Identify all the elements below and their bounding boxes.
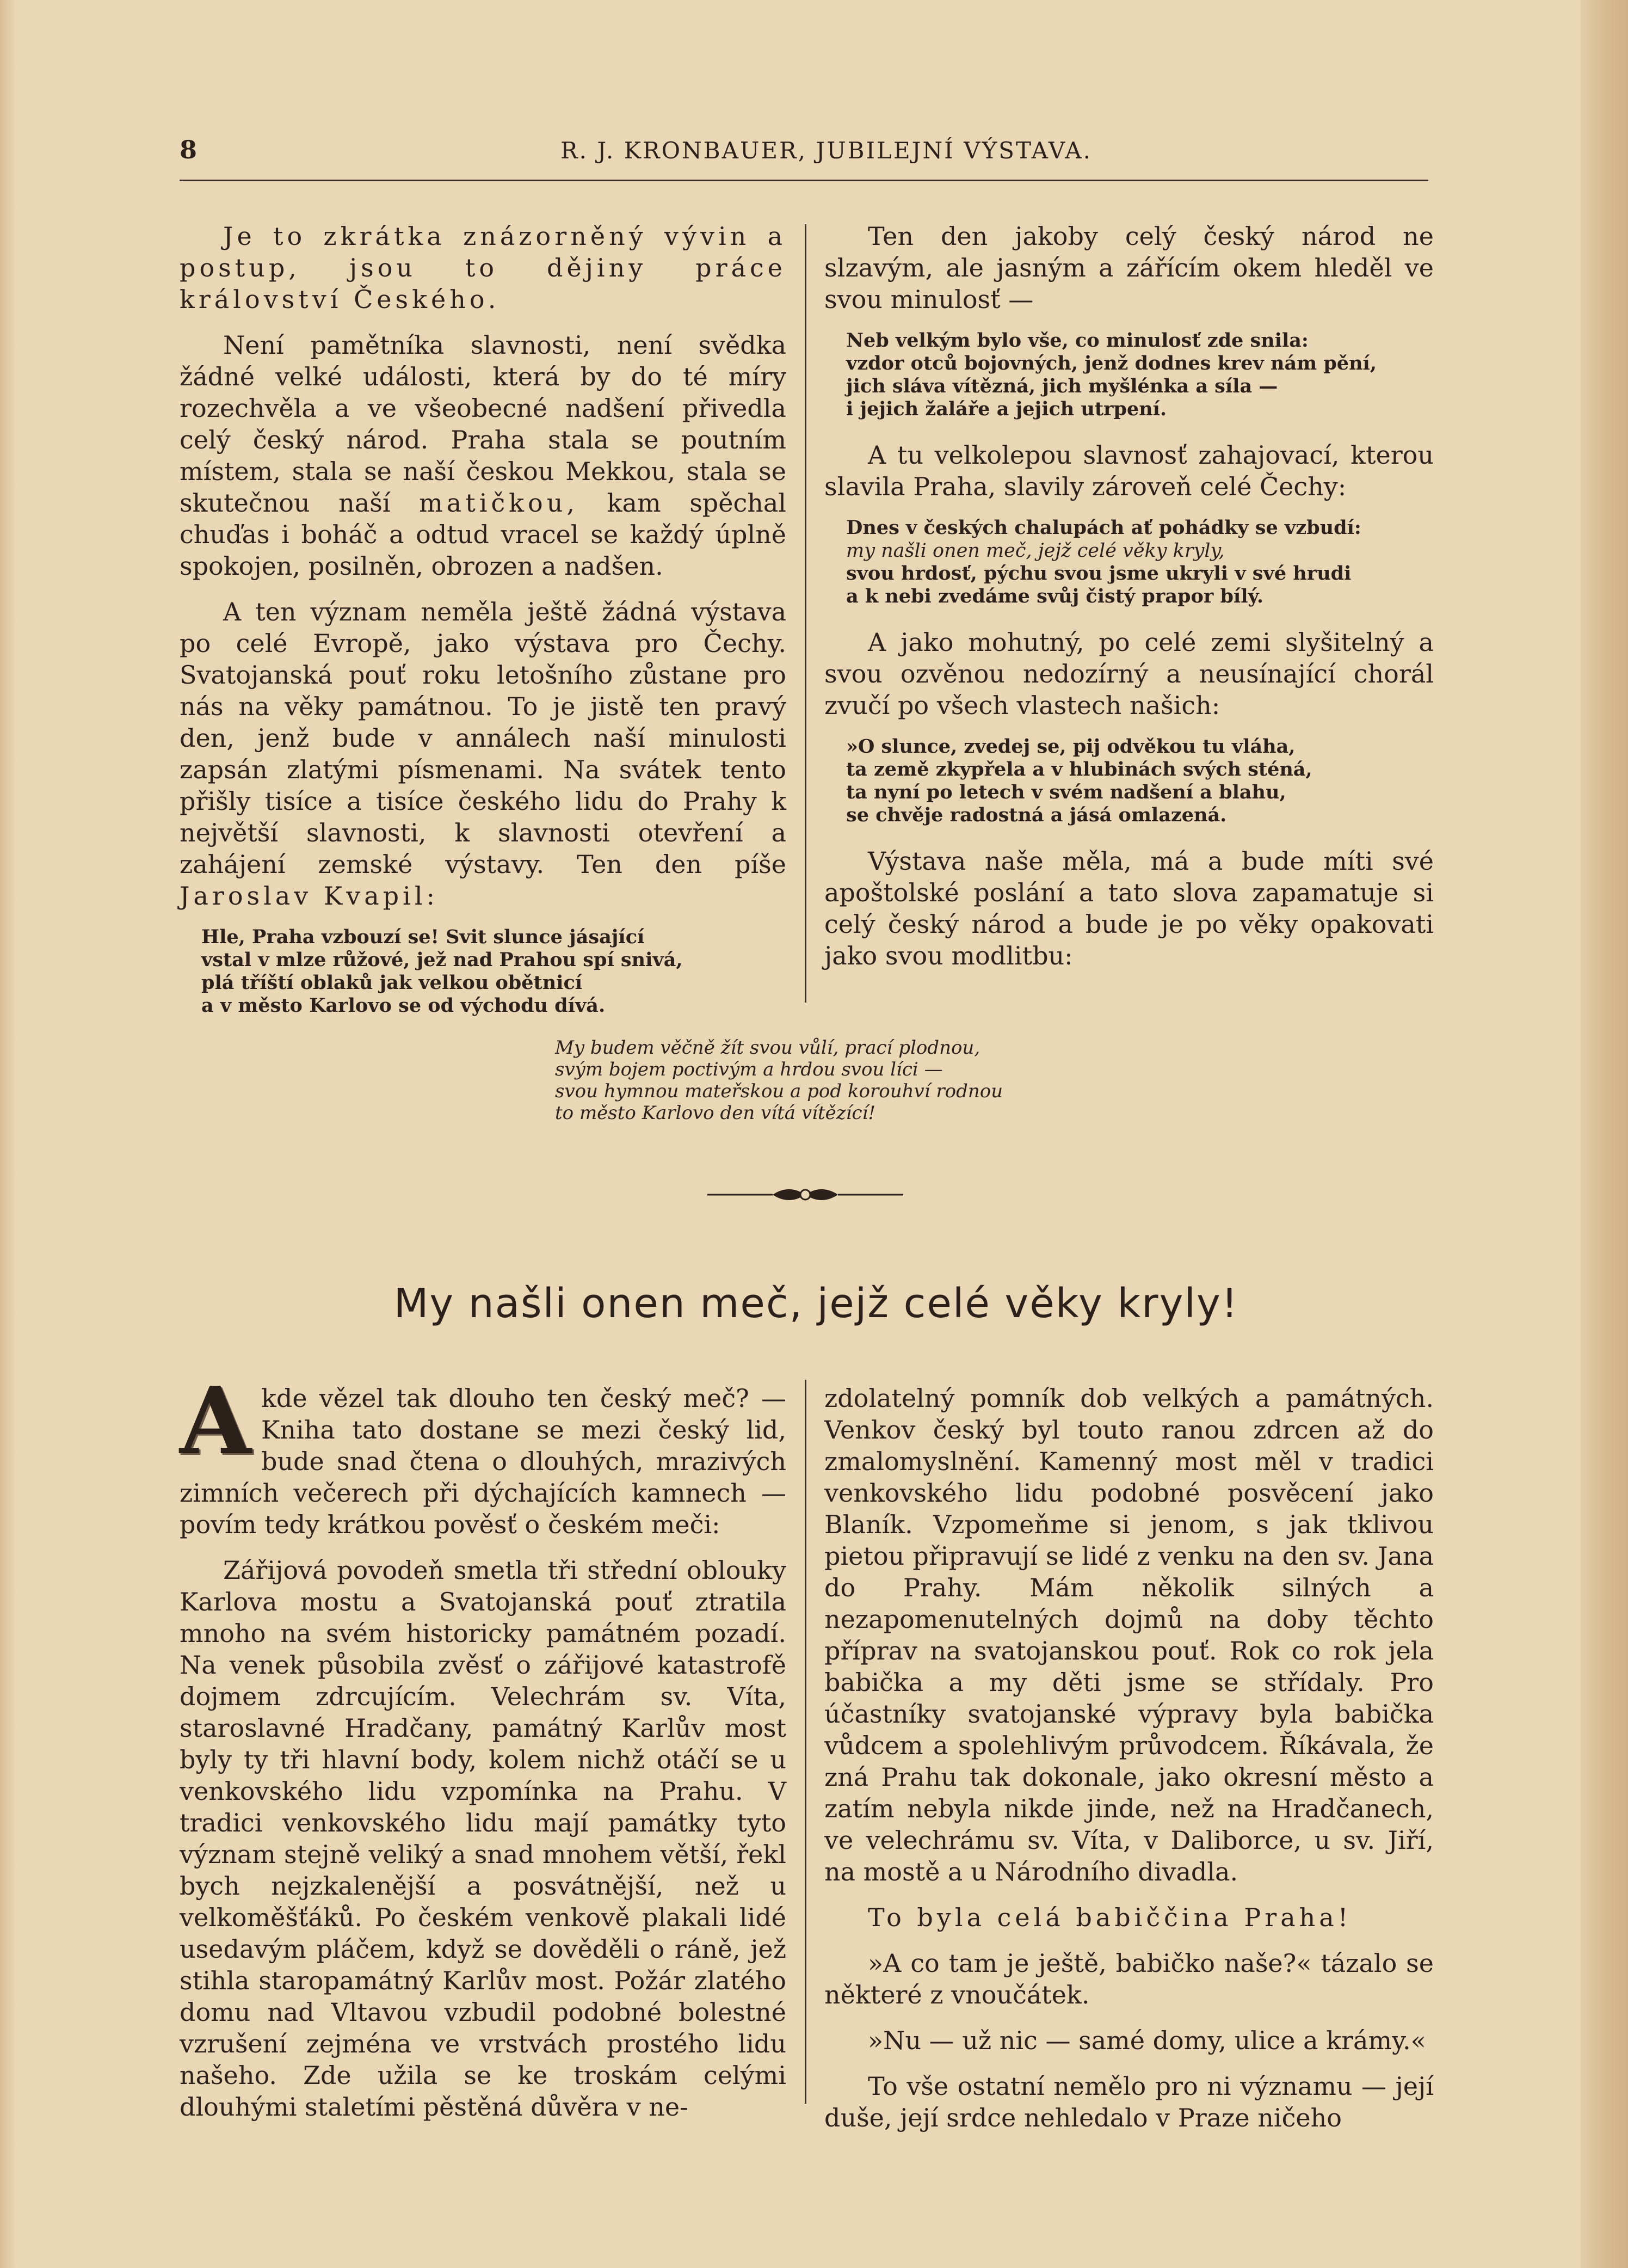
paragraph: zdolatelný pomník dob velkých a památných. Venkov český byl touto ranou zdrcen až do zmalomyslnění. Kamenný most měl v tradici venkovského lidu podobné posvěcení jako Blaník. Vzpomeňme si jenom, s jak tklivou pietou připravují se lidé z venku na den sv. Jana do Prahy. Mám několik silných a nezapomenutelných dojmů na doby těchto příprav na svatojanskou pouť. Rok co rok jela babička a my děti jsme se střídaly. Pro účastníky svatojanské výpravy byla babička vůdcem a spolehlivým průvodcem. Říkávala, že zná Prahu tak dokonale, jako okresní město a zatím nebyla nikde jinde, než na Hradčanech, ve velechrámu sv. Víta, v Daliborce, u sv. Jiří, na mostě a u Národního divadla.	[824, 1384, 1434, 1886]
article-headline: My našli onen meč, jejž celé věky kryly!	[393, 1280, 1239, 1327]
paragraph-text: kde vězel tak dlouho ten český meč? — Kniha tato dostane se mezi český lid, bude snad čtena o dlouhých, mrazivých zimních večerech při dýchajících kamnech — povím tedy krátkou pověsť o českém meči:	[180, 1384, 786, 1539]
poem	[201, 926, 786, 1017]
paragraph	[180, 329, 786, 582]
paragraph: Je to zkrátka znázorněný vývin a postup, jsou to dějiny práce království Českého.	[180, 222, 786, 314]
paragraph-text: A ten význam neměla ještě žádná výstava po celé Evropě, jako výstava pro Čechy. Svatojanská pouť roku letošního zůstane pro nás na věky památnou. To je jistě ten pravý den, jenž bude v annálech naší minulosti zapsán zlatými písmenami. Na svátek tento přišly tisíce a tisíce českého lidu do Prahy k největší slavnosti, k slavnosti otevření a zahájení zemské výstavy. Ten den píše	[180, 597, 786, 879]
poem-line: my našli onen meč, jejž celé věky kryly,	[846, 540, 1225, 562]
paragraph: To vše ostatní nemělo pro ni významu — její duše, její srdce nehledalo v Praze ničeho	[824, 2072, 1434, 2132]
poem-line: svým bojem poctivým a hrdou svou líci —	[555, 1059, 943, 1080]
poem-line: ta nyní po letech v svém nadšení a blahu,	[846, 781, 1286, 803]
poem-line: se chvěje radostná a jásá omlazená.	[846, 804, 1227, 826]
poem-line: to město Karlovo den vítá vítězící!	[555, 1102, 876, 1124]
page-number: 8	[180, 135, 198, 164]
lower-left-column	[180, 1367, 786, 2137]
poem-line: plá tříští oblaků jak velkou obětnicí	[201, 972, 583, 994]
poem-line: a v město Karlovo se od východu dívá.	[201, 994, 606, 1017]
poem-line: jich sláva vítězná, jich myšlénka a síla —	[846, 375, 1278, 397]
paragraph	[180, 1367, 786, 1540]
poem-line: My budem věčně žít svou vůlí, prací plodnou,	[555, 1037, 980, 1059]
lower-right-column	[824, 1382, 1434, 2148]
poem	[846, 735, 1434, 827]
poem-line: Dnes v českých chalupách ať pohádky se vzbudí:	[846, 517, 1361, 539]
author-name: Jaroslav Kvapil:	[180, 881, 439, 911]
paragraph: A jako mohutný, po celé zemi slyšitelný a svou ozvěnou nedozírný a neusínající chorál zvučí po všech vlastech našich:	[824, 628, 1434, 720]
page-right-edge	[1581, 0, 1628, 2268]
paragraph-text: Není pamětníka slavnosti, není svědka žádné velké události, která by do té míry rozechvěla a ve všeobecné nadšení přivedla celý český národ. Praha stala se poutním místem, stala se naší českou Mekkou, stala se skutečnou naší	[180, 330, 786, 518]
poem-line: Hle, Praha vzbouzí se! Svit slunce jásající	[201, 926, 645, 948]
poem-line: ta země zkypřela a v hlubinách svých sténá,	[846, 758, 1312, 780]
paragraph	[180, 596, 786, 912]
upper-left-column	[180, 220, 786, 1036]
drop-cap	[180, 1367, 251, 1476]
paragraph: »A co tam je ještě, babičko naše?« tázalo se některé z vnoučátek.	[824, 1949, 1434, 2009]
paragraph-text: kam spěchal chuďas i boháč a odtud vracel se každý úplně spokojen, posilněn, obrozen a nadšen.	[180, 488, 786, 581]
upper-right-column	[824, 220, 1434, 986]
poem-line: a k nebi zvedáme svůj čistý prapor bílý.	[846, 585, 1264, 607]
paragraph: »Nu — už nic — samé domy, ulice a krámy.«	[868, 2026, 1426, 2055]
column-divider	[805, 224, 806, 1003]
poem-line: »O slunce, zvedej se, pij odvěkou tu vláha,	[846, 735, 1296, 758]
poem	[846, 517, 1434, 608]
poem-line: vzdor otců bojovných, jenž dodnes krev nám pění,	[846, 352, 1377, 374]
paragraph: Zářijová povodeň smetla tři střední oblouky Karlova mostu a Svatojanská pouť ztratila mnoho na svém historicky památném pozadí. Na venek působila zvěsť o zářijové katastrofě dojmem zdrcujícím. Velechrám sv. Víta, staroslavné Hradčany, památný Karlův most byly ty tři hlavní body, kolem nichž otáčí se u venkovského lidu vzpomínka na Prahu. V tradici venkovského lidu mají památky tyto význam stejně veliký a snad mnohem větší, řekl bych nejzkalenější a posvátnější, než u velkoměšťáků. Po českém venkově plakali lidé usedavým pláčem, když se dověděli o ráně, jež stihla staropamátný Karlův most. Požár zlatého domu nad Vltavou vzbudil podobné bolestné vzrušení zejména ve vrstvách prostého lidu našeho. Zde užila se ke troskám celými dlouhými staletími pěstěná důvěra v ne-	[180, 1556, 786, 2122]
paragraph: A tu velkolepou slavnosť zahajovací, kterou slavila Praha, slavily zároveň celé Čechy:	[824, 440, 1434, 501]
drop-cap-letter: A	[180, 1367, 251, 1476]
paragraph: To byla celá babiččina Praha!	[868, 1903, 1352, 1932]
page-left-edge	[0, 0, 16, 2268]
emphasis-text: matičkou,	[419, 488, 578, 518]
ornament-divider	[707, 1184, 903, 1206]
poem-line: Neb velkým bylo vše, co minulosť zde snila:	[846, 329, 1309, 352]
paragraph: Ten den jakoby celý český národ ne slzavým, ale jasným a zářícím okem hleděl ve svou minulosť —	[824, 222, 1434, 314]
poem	[846, 329, 1434, 421]
header-rule	[180, 180, 1428, 181]
paragraph: Výstava naše měla, má a bude míti své apoštolské poslání a tato slova zapamatuje si celý český národ a bude je po věky opakovati jako svou modlitbu:	[824, 846, 1434, 970]
poem-line: svou hrdosť, pýchu svou jsme ukryli v své hrudi	[846, 562, 1352, 585]
poem-line: svou hymnou mateřskou a pod korouhví rodnou	[555, 1080, 1003, 1102]
poem-line: i jejich žaláře a jejich utrpení.	[846, 398, 1167, 420]
page-header	[180, 135, 1431, 179]
poem-line: vstal v mlze růžové, jež nad Prahou spí snivá,	[201, 949, 683, 971]
column-divider	[805, 1380, 806, 2104]
running-title: R. J. KRONBAUER, JUBILEJNÍ VÝSTAVA.	[560, 137, 1093, 164]
central-poem	[555, 1037, 1154, 1124]
